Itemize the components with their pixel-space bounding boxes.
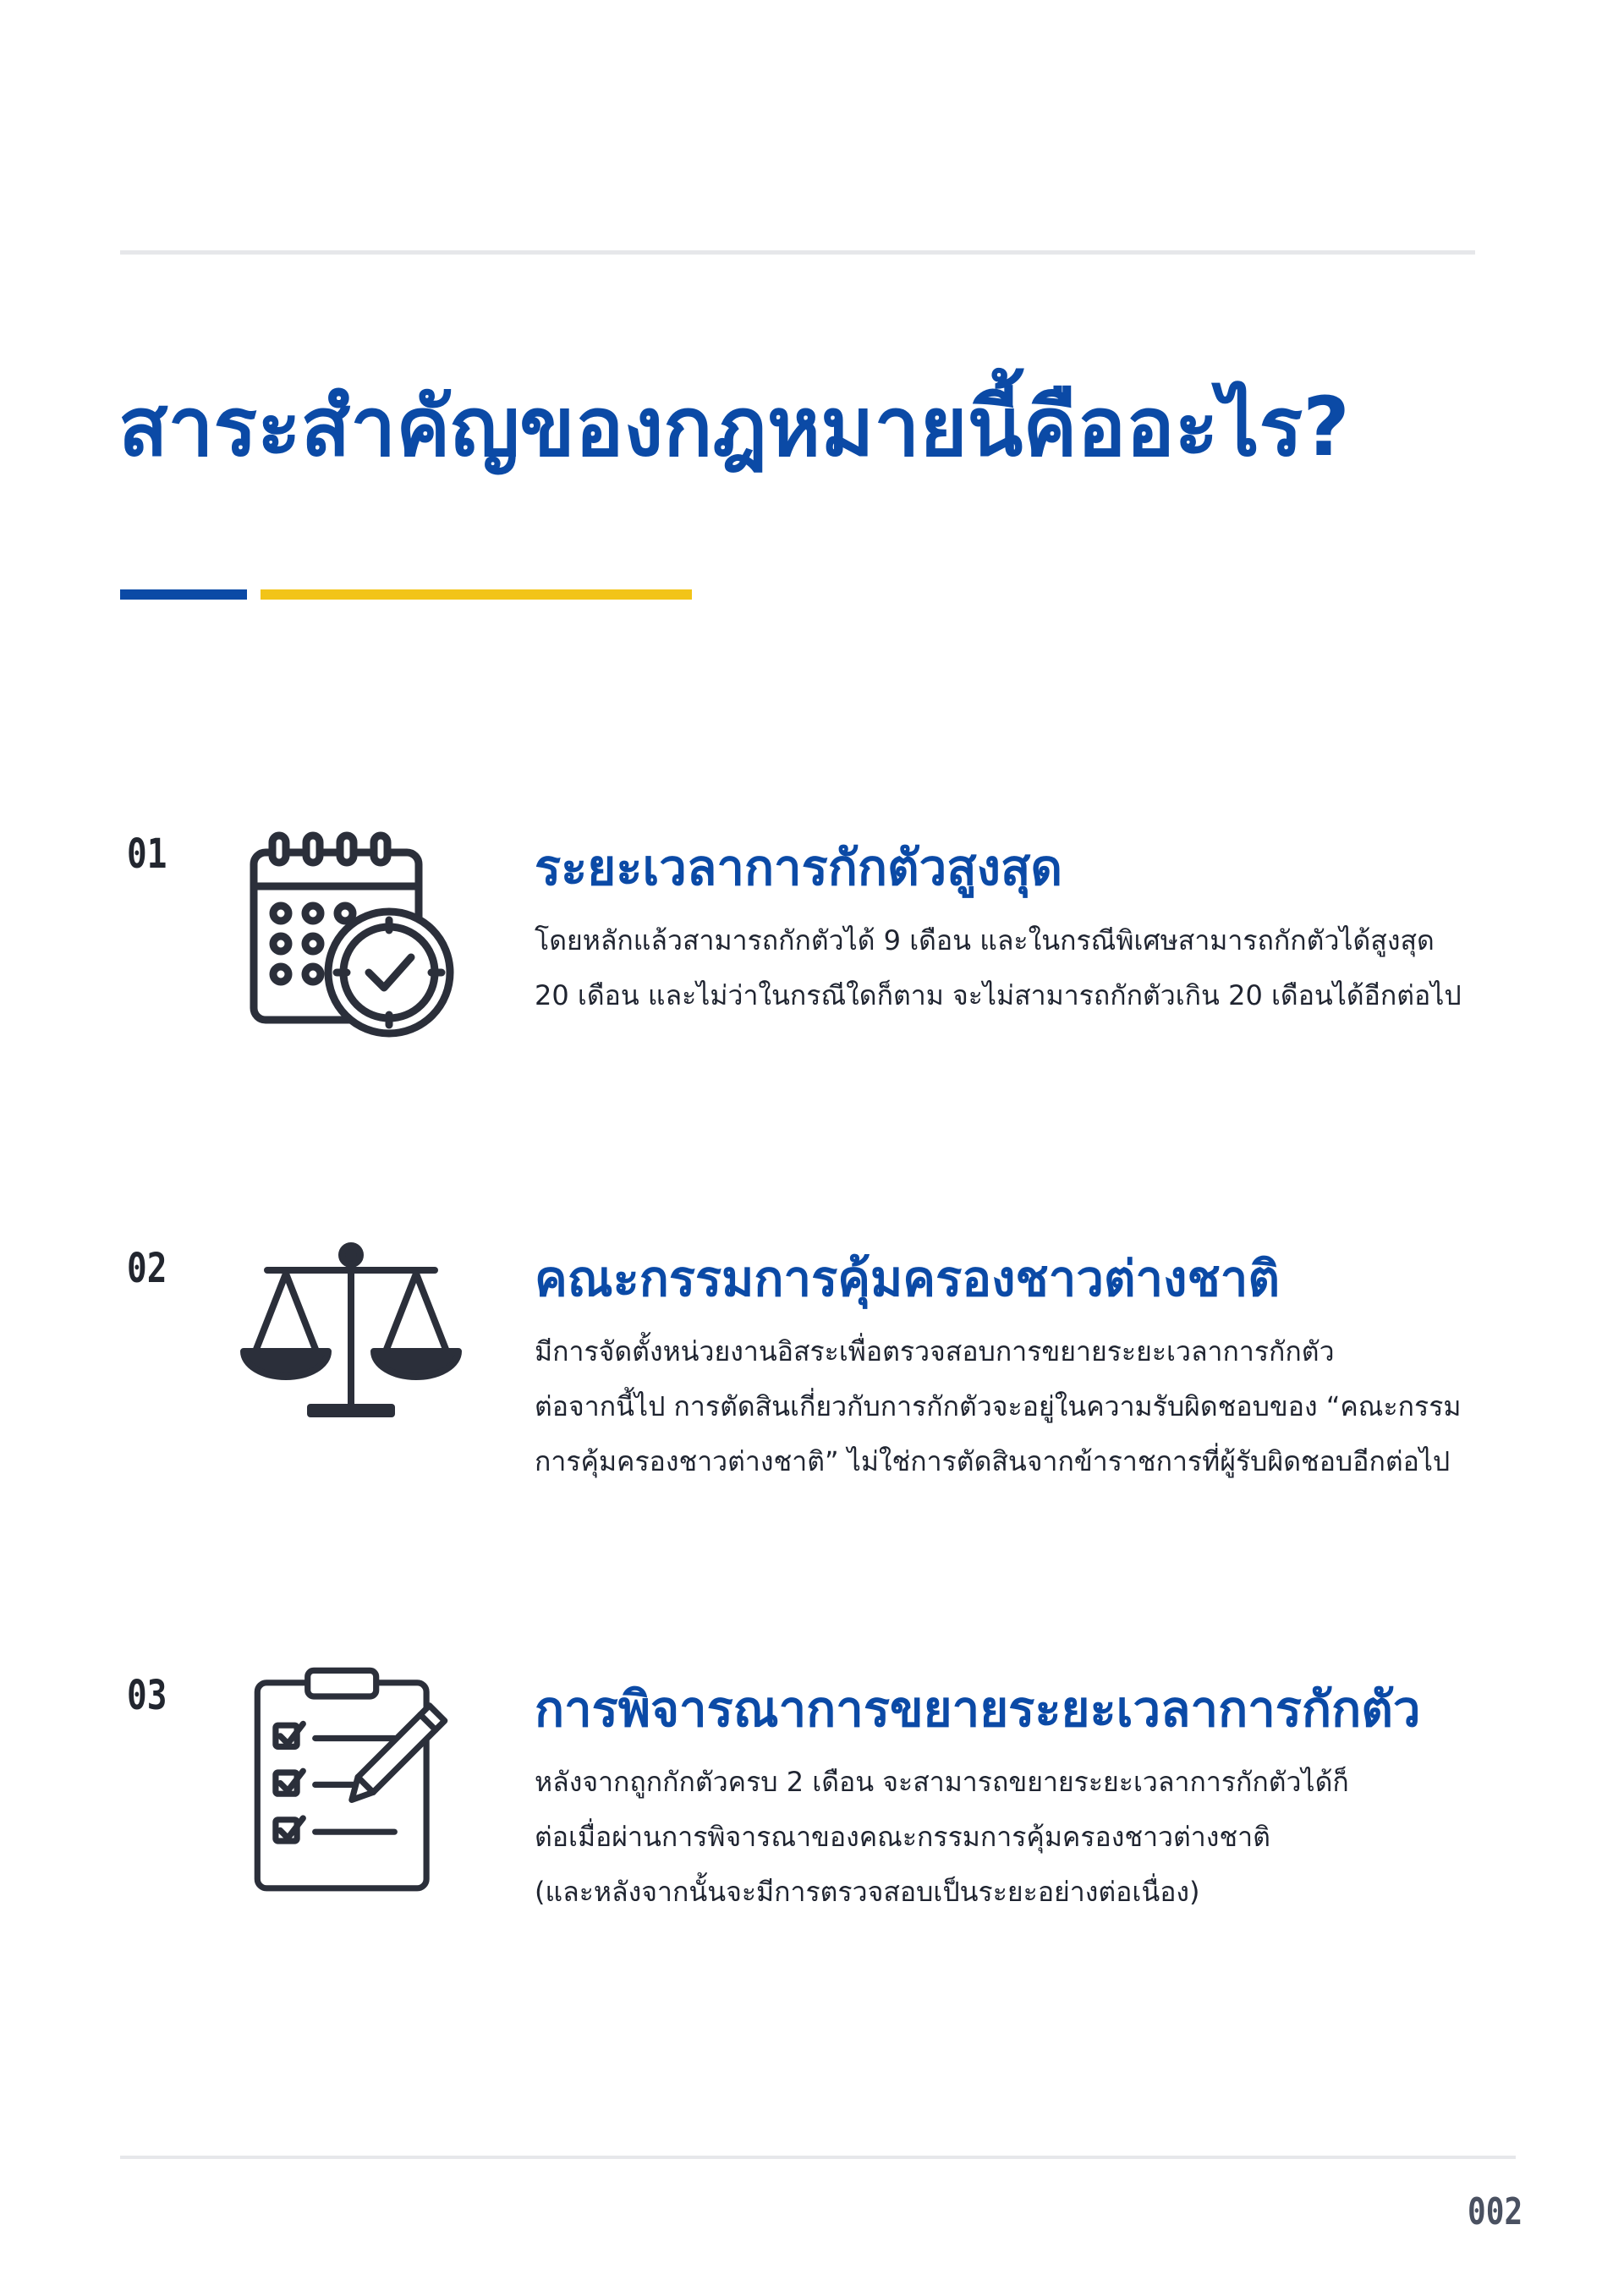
item-description-line: มีการจัดตั้งหน่วยงานอิสระเพื่อตรวจสอบการขยายระยะเวลาการกักตัว: [535, 1335, 1335, 1367]
item-description-line: หลังจากถูกกักตัวครบ 2 เดือน จะสามารถขยายระยะเวลาการกักตัวได้ก็: [535, 1766, 1349, 1798]
scales-of-justice-icon: [237, 1236, 465, 1465]
item-description: [535, 1324, 1516, 1489]
item-description-line: การคุ้มครองชาวต่างชาติ” ไม่ใช่การตัดสินจากข้าราชการที่ผู้รับผิดชอบอีกต่อไป: [535, 1445, 1451, 1477]
item-number: 01: [127, 830, 167, 878]
item-heading: การพิจารณาการขยายระยะเวลาการกักตัว: [535, 1680, 1421, 1738]
page-number: 002: [1468, 2190, 1523, 2233]
calendar-clock-icon: [237, 829, 465, 1057]
item-description-line: ต่อจากนี้ไป การตัดสินเกี่ยวกับการกักตัวจะอยู่ในความรับผิดชอบของ “คณะกรรม: [535, 1390, 1462, 1422]
item-heading: ระยะเวลาการกักตัวสูงสุด: [535, 839, 1063, 896]
top-divider: [120, 250, 1475, 255]
item-number: 03: [127, 1672, 167, 1719]
item-description-line: 20 เดือน และไม่ว่าในกรณีใดก็ตาม จะไม่สามารถกักตัวเกิน 20 เดือนได้อีกต่อไป: [535, 979, 1462, 1011]
title-accent-blue-bar: [120, 589, 247, 600]
page-title: สาระสำคัญของกฎหมายนี้คืออะไร?: [118, 380, 1350, 474]
bottom-divider: [120, 2156, 1516, 2159]
item-description: [535, 1755, 1516, 1920]
item-description-line: ต่อเมื่อผ่านการพิจารณาของคณะกรรมการคุ้มครองชาวต่างชาติ: [535, 1821, 1270, 1853]
checklist-pencil-icon: [237, 1666, 465, 1894]
item-heading: คณะกรรมการคุ้มครองชาวต่างชาติ: [535, 1250, 1281, 1307]
item-description-line: โดยหลักแล้วสามารถกักตัวได้ 9 เดือน และในกรณีพิเศษสามารถกักตัวได้สูงสุด: [535, 924, 1435, 956]
title-accent-yellow-bar: [261, 589, 692, 600]
item-number: 02: [127, 1245, 167, 1292]
item-description-line: (และหลังจากนั้นจะมีการตรวจสอบเป็นระยะอย่างต่อเนื่อง): [535, 1876, 1200, 1908]
item-description: [535, 913, 1516, 1023]
